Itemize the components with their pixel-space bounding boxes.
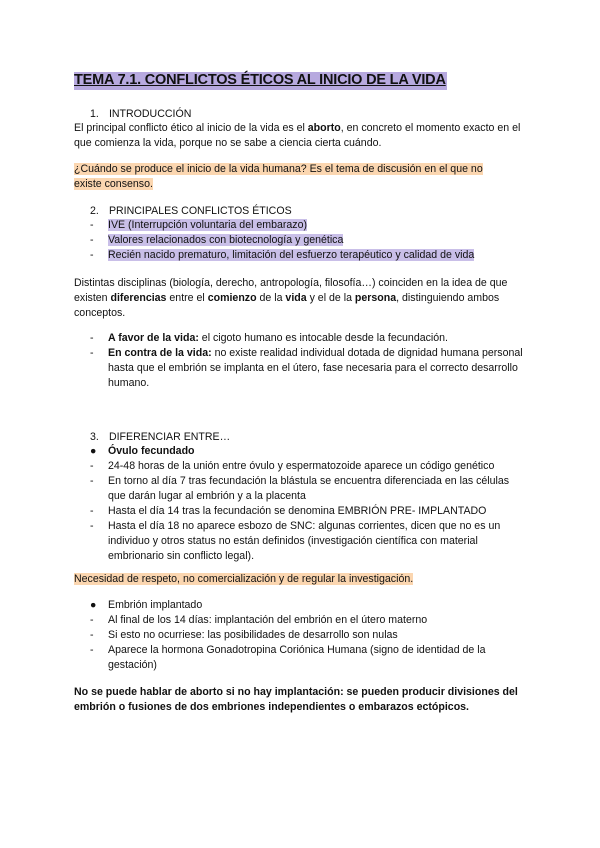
list-item xyxy=(90,346,526,391)
dash-marker: - xyxy=(90,644,94,656)
dash-marker: - xyxy=(90,234,94,246)
list-item xyxy=(90,628,526,643)
section-number: 3. xyxy=(90,431,99,443)
list-item xyxy=(90,474,526,504)
contra-label: En contra de la vida: xyxy=(108,347,212,359)
ovulo-item-text: En torno al día 7 tras fecundación la blástula se encuentra diferenciada en las células que darán lugar al embrión y a la placenta xyxy=(108,475,510,502)
section-1-heading xyxy=(90,107,191,122)
section-number: 2. xyxy=(90,205,99,217)
bold-text: comienzo xyxy=(207,292,257,304)
favor-text: el cigoto humano es intocable desde la fecundación. xyxy=(198,332,448,344)
text: y el de la xyxy=(306,292,355,304)
conflicts-list xyxy=(90,218,526,263)
embrion-item-text: Aparece la hormona Gonadotropina Coriónica Humana (signo de identidad de la gestación) xyxy=(108,644,486,671)
dash-marker: - xyxy=(90,460,94,472)
embrion-item-text: Si esto no ocurriese: las posibilidades de desarrollo son nulas xyxy=(108,629,398,641)
section-3-heading xyxy=(90,430,230,445)
page-title: TEMA 7.1. CONFLICTOS ÉTICOS AL INICIO DE LA VIDA xyxy=(74,72,446,88)
dash-marker: - xyxy=(90,505,94,517)
ovulo-title: Óvulo fecundado xyxy=(108,445,195,457)
section-number: 1. xyxy=(90,108,99,120)
list-item xyxy=(90,504,526,519)
list-item xyxy=(90,248,526,263)
list-item xyxy=(90,233,526,248)
embrion-list xyxy=(90,598,526,673)
section-label: INTRODUCCIÓN xyxy=(108,108,192,120)
question-line-1: ¿Cuándo se produce el inicio de la vida humana? Es el tema de discusión en el que no xyxy=(74,163,483,175)
list-item xyxy=(90,613,526,628)
positions-list xyxy=(90,331,526,391)
question-line-2: existe consenso. xyxy=(74,178,153,190)
contra-text: no existe realidad individual dotada de dignidad humana personal hasta que el embrión se implanta en el útero, fase necesaria para el correcto desarrollo humano. xyxy=(108,347,523,389)
list-item xyxy=(90,459,526,474)
favor-label: A favor de la vida: xyxy=(108,332,199,344)
respect-paragraph xyxy=(74,572,526,587)
disciplines-paragraph xyxy=(74,276,526,321)
text: , distinguiendo ambos conceptos. xyxy=(74,292,500,319)
ovulo-item-text: 24-48 horas de la unión entre óvulo y espermatozoide aparece un código genético xyxy=(108,460,495,472)
text: de la xyxy=(256,292,286,304)
section-label: PRINCIPALES CONFLICTOS ÉTICOS xyxy=(108,205,292,217)
intro-text-rest: , en concreto el momento exacto en el que comienza la vida, porque no se sabe a ciencia cierta cuándo. xyxy=(74,122,521,149)
bullet-marker: ● xyxy=(90,599,97,611)
ovulo-item-text: Hasta el día 18 no aparece esbozo de SNC: algunas corrientes, dicen que no es un individuo y otros status no están definidos (investigación científica con material embrionario sin conflicto legal). xyxy=(108,520,501,562)
list-item xyxy=(90,519,526,564)
text: entre el xyxy=(166,292,208,304)
bullet-marker: ● xyxy=(90,445,97,457)
intro-paragraph xyxy=(74,121,526,151)
conflict-item-text: Recién nacido prematuro, limitación del esfuerzo terapéutico y calidad de vida xyxy=(108,249,475,261)
list-item xyxy=(90,331,526,346)
section-label: DIFERENCIAR ENTRE… xyxy=(108,431,231,443)
list-item xyxy=(90,444,526,459)
intro-text: El principal conflicto ético al inicio de la vida es el xyxy=(74,122,308,134)
ovulo-list xyxy=(90,444,526,564)
dash-marker: - xyxy=(90,475,94,487)
conclusion-paragraph: No se puede hablar de aborto si no hay implantación: se pueden producir divisiones del embrión o fusiones de dos embriones independientes o embarazos ectópicos. xyxy=(74,686,518,713)
question-paragraph xyxy=(74,162,526,192)
bold-text: diferencias xyxy=(110,292,167,304)
bold-text: vida xyxy=(285,292,307,304)
bold-text: persona xyxy=(354,292,397,304)
conflict-item-text: IVE (Interrupción voluntaria del embarazo) xyxy=(108,219,308,231)
section-2-heading xyxy=(90,204,292,219)
list-item xyxy=(90,598,526,613)
respect-text: Necesidad de respeto, no comercialización y de regular la investigación. xyxy=(74,573,414,585)
list-item xyxy=(90,218,526,233)
conflict-item-text: Valores relacionados con biotecnología y genética xyxy=(108,234,344,246)
dash-marker: - xyxy=(90,614,94,626)
list-item xyxy=(90,643,526,673)
dash-marker: - xyxy=(90,629,94,641)
intro-bold: aborto xyxy=(307,122,341,134)
dash-marker: - xyxy=(90,332,94,344)
embrion-item-text: Al final de los 14 días: implantación del embrión en el útero materno xyxy=(108,614,428,626)
dash-marker: - xyxy=(90,520,94,532)
ovulo-item-text: Hasta el día 14 tras la fecundación se denomina EMBRIÓN PRE- IMPLANTADO xyxy=(108,505,487,517)
embrion-title: Embrión implantado xyxy=(108,599,203,611)
text: Distintas disciplinas (biología, derecho, antropología, filosofía…) coinciden en la idea de que existen xyxy=(74,277,508,304)
dash-marker: - xyxy=(90,347,94,359)
dash-marker: - xyxy=(90,219,94,231)
dash-marker: - xyxy=(90,249,94,261)
